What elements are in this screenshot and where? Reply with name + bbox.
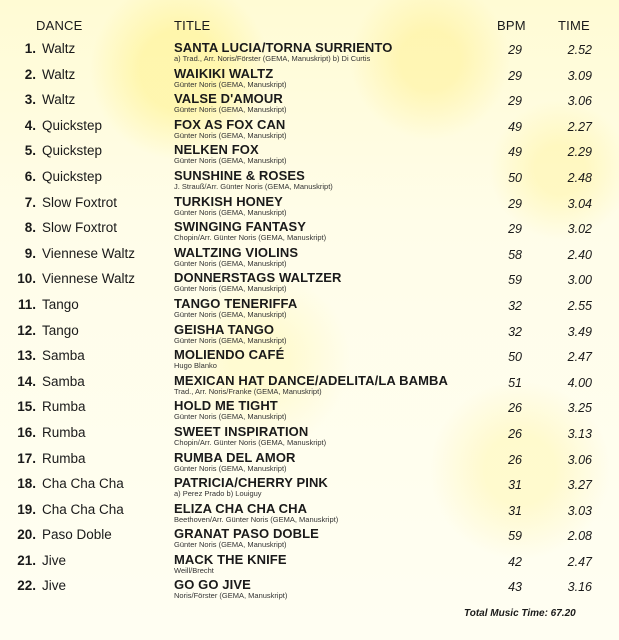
track-bpm: 58 <box>508 247 522 262</box>
track-bpm: 29 <box>508 43 522 57</box>
track-title: FOX AS FOX CAN <box>174 116 286 132</box>
track-title: GRANAT PASO DOBLE <box>174 526 319 542</box>
track-time: 3.09 <box>567 68 592 83</box>
track-time: 3.04 <box>567 196 592 211</box>
track-title: NELKEN FOX <box>174 142 259 158</box>
track-row <box>0 142 619 168</box>
track-credit: Weill/Brecht <box>174 565 214 575</box>
track-row <box>0 526 619 552</box>
track-bpm: 43 <box>508 580 522 595</box>
track-bpm: 29 <box>508 94 522 109</box>
track-number: 15. <box>17 399 36 415</box>
track-row <box>0 475 619 501</box>
header-dance: DANCE <box>36 18 83 33</box>
track-number: 17. <box>17 450 36 466</box>
track-credit: Günter Noris (GEMA, Manuskript) <box>174 105 287 115</box>
track-bpm: 32 <box>508 324 522 339</box>
track-credit: Günter Noris (GEMA, Manuskript) <box>174 335 287 345</box>
track-credit: Chopin/Arr. Günter Noris (GEMA, Manuskript) <box>174 233 327 243</box>
track-title: SANTA LUCIA/TORNA SURRIENTO <box>174 40 393 55</box>
track-number: 12. <box>17 322 36 338</box>
track-number: 16. <box>17 424 36 440</box>
track-time: 3.27 <box>567 478 592 493</box>
track-credit: Beethoven/Arr. Günter Noris (GEMA, Manuskript) <box>174 514 339 524</box>
track-dance: Viennese Waltz <box>42 271 136 287</box>
track-title: TURKISH HONEY <box>174 193 283 209</box>
track-time: 3.13 <box>567 426 592 441</box>
track-row <box>0 373 619 399</box>
track-time: 3.03 <box>567 503 592 518</box>
track-dance: Slow Foxtrot <box>42 194 118 210</box>
track-credit: Günter Noris (GEMA, Manuskript) <box>174 540 287 550</box>
track-title: SWINGING FANTASY <box>174 219 307 235</box>
track-row <box>0 219 619 245</box>
track-dance: Tango <box>42 322 79 338</box>
track-time: 2.48 <box>567 170 592 185</box>
track-dance: Viennese Waltz <box>42 245 136 261</box>
track-bpm: 26 <box>508 426 522 441</box>
track-row <box>0 424 619 450</box>
track-bpm: 49 <box>508 119 522 134</box>
track-credit: Günter Noris (GEMA, Manuskript) <box>174 130 287 140</box>
track-title: RUMBA DEL AMOR <box>174 449 296 465</box>
track-time: 2.29 <box>567 145 592 160</box>
track-dance: Slow Foxtrot <box>42 220 118 236</box>
track-title: WALTZING VIOLINS <box>174 244 299 260</box>
track-bpm: 29 <box>508 68 522 83</box>
track-credit: Günter Noris (GEMA, Manuskript) <box>174 79 287 89</box>
track-time: 2.40 <box>567 247 592 262</box>
track-number: 21. <box>17 552 36 568</box>
track-title: ELIZA CHA CHA CHA <box>174 500 308 516</box>
track-bpm: 26 <box>508 401 522 416</box>
track-row <box>0 296 619 322</box>
track-dance: Paso Doble <box>42 527 112 543</box>
track-bpm: 51 <box>508 375 522 390</box>
track-list <box>0 40 619 603</box>
track-credit: Hugo Blanko <box>174 361 217 371</box>
track-row <box>0 117 619 143</box>
track-time: 3.49 <box>567 324 592 339</box>
track-bpm: 42 <box>508 554 522 569</box>
track-bpm: 50 <box>508 170 522 185</box>
track-title: MOLIENDO CAFÉ <box>174 347 285 363</box>
track-row <box>0 552 619 578</box>
track-dance: Cha Cha Cha <box>42 501 124 517</box>
track-title: HOLD ME TIGHT <box>174 398 278 414</box>
track-credit: Günter Noris (GEMA, Manuskript) <box>174 156 287 166</box>
header-title: TITLE <box>174 18 211 33</box>
track-time: 2.47 <box>567 554 592 569</box>
track-title: SWEET INSPIRATION <box>174 423 309 439</box>
header-time: TIME <box>558 18 590 33</box>
track-number: 19. <box>17 501 36 517</box>
track-title: VALSE D'AMOUR <box>174 91 283 107</box>
track-bpm: 31 <box>508 478 522 493</box>
track-number: 20. <box>17 527 36 543</box>
track-row <box>0 91 619 117</box>
track-time: 3.06 <box>567 452 592 467</box>
track-dance: Quickstep <box>42 143 103 159</box>
track-title: GEISHA TANGO <box>174 321 275 337</box>
track-bpm: 29 <box>508 196 522 211</box>
track-row <box>0 194 619 220</box>
track-time: 2.55 <box>567 298 592 313</box>
track-time: 3.25 <box>567 401 592 416</box>
track-row <box>0 270 619 296</box>
track-title: SUNSHINE & ROSES <box>174 167 305 183</box>
track-row <box>0 398 619 424</box>
track-row <box>0 40 619 66</box>
track-title: GO GO JIVE <box>174 577 251 593</box>
track-dance: Tango <box>42 296 79 312</box>
track-bpm: 31 <box>508 503 522 518</box>
track-row <box>0 66 619 92</box>
track-bpm: 29 <box>508 222 522 237</box>
track-time: 2.52 <box>567 43 592 57</box>
track-bpm: 50 <box>508 350 522 365</box>
track-dance: Waltz <box>42 92 76 108</box>
track-number: 22. <box>17 578 36 594</box>
track-number: 1. <box>24 41 36 56</box>
track-row <box>0 450 619 476</box>
track-row <box>0 245 619 271</box>
track-dance: Quickstep <box>42 168 103 184</box>
track-number: 8. <box>24 220 36 236</box>
track-number: 13. <box>17 348 36 364</box>
track-number: 5. <box>24 143 36 159</box>
track-credit: Günter Noris (GEMA, Manuskript) <box>174 258 287 268</box>
track-time: 2.47 <box>567 350 592 365</box>
track-bpm: 32 <box>508 298 522 313</box>
track-credit: Günter Noris (GEMA, Manuskript) <box>174 284 287 294</box>
track-number: 7. <box>24 194 36 210</box>
track-row <box>0 168 619 194</box>
track-time: 3.06 <box>567 94 592 109</box>
track-time: 3.00 <box>567 273 592 288</box>
track-credit: Noris/Förster (GEMA, Manuskript) <box>174 591 288 601</box>
track-dance: Rumba <box>42 450 86 466</box>
track-number: 10. <box>17 271 36 287</box>
track-credit: Trad., Arr. Noris/Franke (GEMA, Manuskript) <box>174 386 322 396</box>
track-title: MACK THE KNIFE <box>174 551 287 567</box>
track-credit: a) Trad., Arr. Noris/Förster (GEMA, Manuskript) b) Di Curtis <box>174 54 371 63</box>
track-dance: Cha Cha Cha <box>42 476 124 492</box>
track-credit: Günter Noris (GEMA, Manuskript) <box>174 207 287 217</box>
track-credit: Chopin/Arr. Günter Noris (GEMA, Manuskript) <box>174 437 327 447</box>
track-credit: a) Perez Prado b) Louiguy <box>174 489 262 499</box>
track-title: WAIKIKI WALTZ <box>174 65 274 81</box>
track-bpm: 49 <box>508 145 522 160</box>
track-dance: Rumba <box>42 424 86 440</box>
track-row <box>0 322 619 348</box>
track-dance: Jive <box>42 578 67 594</box>
track-time: 2.08 <box>567 529 592 544</box>
track-title: TANGO TENERIFFA <box>174 295 298 311</box>
track-time: 3.02 <box>567 222 592 237</box>
track-time: 3.16 <box>567 580 592 595</box>
track-number: 3. <box>24 92 36 108</box>
header-bpm: BPM <box>497 18 526 33</box>
track-title: MEXICAN HAT DANCE/ADELITA/LA BAMBA <box>174 372 448 388</box>
track-dance: Samba <box>42 373 85 389</box>
track-bpm: 59 <box>508 273 522 288</box>
track-dance: Rumba <box>42 399 86 415</box>
track-time: 4.00 <box>567 375 592 390</box>
track-dance: Samba <box>42 348 85 364</box>
track-number: 4. <box>24 117 36 133</box>
track-row <box>0 501 619 527</box>
track-number: 11. <box>17 296 36 312</box>
track-bpm: 26 <box>508 452 522 467</box>
track-credit: Günter Noris (GEMA, Manuskript) <box>174 309 287 319</box>
track-credit: J. Strauß/Arr. Günter Noris (GEMA, Manuskript) <box>174 181 333 191</box>
total-music-time: Total Music Time: 67.20 <box>464 608 576 619</box>
track-bpm: 59 <box>508 529 522 544</box>
track-title: PATRICIA/CHERRY PINK <box>174 475 328 491</box>
track-credit: Günter Noris (GEMA, Manuskript) <box>174 412 287 422</box>
track-row <box>0 347 619 373</box>
track-time: 2.27 <box>567 119 592 134</box>
track-row <box>0 577 619 603</box>
track-number: 2. <box>24 66 36 82</box>
track-number: 6. <box>24 168 36 184</box>
column-header-row <box>0 18 619 36</box>
track-number: 18. <box>17 476 36 492</box>
track-title: DONNERSTAGS WALTZER <box>174 270 342 286</box>
track-dance: Jive <box>42 552 67 568</box>
track-credit: Günter Noris (GEMA, Manuskript) <box>174 463 287 473</box>
track-number: 14. <box>17 373 36 389</box>
track-number: 9. <box>24 245 36 261</box>
track-dance: Waltz <box>42 66 76 82</box>
track-dance: Waltz <box>42 41 76 56</box>
track-dance: Quickstep <box>42 117 103 133</box>
